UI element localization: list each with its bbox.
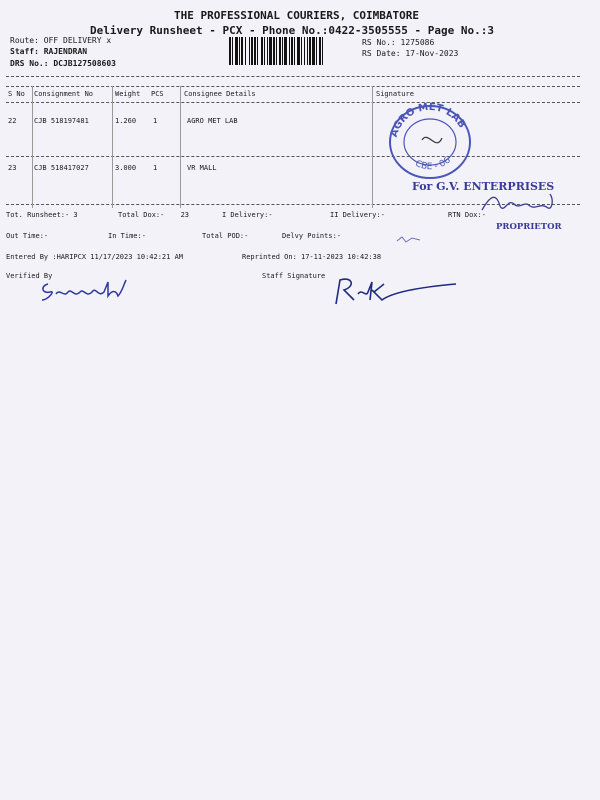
divider <box>6 102 580 103</box>
rtn-dox: RTN Dox:- <box>448 211 486 219</box>
row-weight: 3.000 <box>115 164 137 172</box>
col-header-weight: Weight <box>115 90 141 98</box>
rs-no-value: 1275086 <box>400 38 435 47</box>
rs-no-label: RS No.: <box>362 38 396 47</box>
row-consignee: AGRO MET LAB <box>187 117 238 125</box>
column-rule <box>180 86 181 208</box>
rs-date-line <box>362 49 458 58</box>
out-time: Out Time:- <box>6 232 49 240</box>
row-pcs: 1 <box>153 164 158 172</box>
col-header-sno: S No <box>8 90 25 98</box>
staff-signature <box>330 274 460 308</box>
runsheet-title: Delivery Runsheet - PCX - Phone No.:0422-3505555 - Page No.:3 <box>90 24 494 37</box>
total-pod: Total POD:- <box>202 232 249 240</box>
row-consignment: CJB 518197481 <box>34 117 89 125</box>
rs-no-line <box>362 38 434 47</box>
proprietor-signature-scribble <box>478 188 558 216</box>
route-line <box>10 36 111 45</box>
entered-by: Entered By :HARIPCX 11/17/2023 10:42:21 AM <box>6 253 184 261</box>
col-header-consignment: Consignment No <box>34 90 94 98</box>
staff-signature-scribble <box>330 274 460 308</box>
row-consignment: CJB 518417027 <box>34 164 89 172</box>
col-header-signature: Signature <box>376 90 414 98</box>
company-stamp <box>372 100 488 180</box>
row-sno: 23 <box>8 164 17 172</box>
divider <box>6 86 580 87</box>
verifier-signature-scribble <box>38 276 148 306</box>
in-time: In Time:- <box>108 232 146 240</box>
reprinted-on: Reprinted On: 17-11-2023 10:42:38 <box>242 253 382 261</box>
row-sno: 22 <box>8 117 17 125</box>
stamp-seal <box>372 100 488 180</box>
rs-date-value: 17-Nov-2023 <box>405 49 459 58</box>
barcode <box>228 37 352 65</box>
row-consignee: VR MALL <box>187 164 217 172</box>
i-delivery: I Delivery:- <box>222 211 273 219</box>
ii-delivery: II Delivery:- <box>330 211 385 219</box>
total-dox-value: 23 <box>180 211 190 219</box>
route-value: OFF DELIVERY x <box>43 36 112 45</box>
for-company-text: For G.V. ENTERPRISES <box>412 180 555 193</box>
company-title: THE PROFESSIONAL COURIERS, COIMBATORE <box>174 9 420 22</box>
column-rule <box>32 86 33 208</box>
total-dox <box>118 211 189 219</box>
route-label: Route: <box>10 36 39 45</box>
col-header-pcs: PCS <box>151 90 164 98</box>
col-header-consignee: Consignee Details <box>184 90 256 98</box>
verifier-signature <box>38 276 148 306</box>
staff-value: RAJENDRAN <box>43 47 88 56</box>
total-dox-label: Total Dox:- <box>118 211 165 219</box>
proprietor-signature <box>478 188 558 216</box>
proprietor-title: PROPRIETOR <box>496 222 562 232</box>
drs-line <box>10 59 116 68</box>
staff-signature-label: Staff Signature <box>262 272 326 280</box>
delvy-points: Delvy Points:- <box>282 232 342 240</box>
row-pcs: 1 <box>153 117 158 125</box>
staff-label: Staff: <box>10 47 39 56</box>
drs-value: DCJB127508603 <box>53 59 116 68</box>
rs-date-label: RS Date: <box>362 49 401 58</box>
divider <box>6 76 580 77</box>
ink-mark-scribble <box>396 235 422 244</box>
tot-runsheet: Tot. Runsheet:- 3 <box>6 211 78 219</box>
staff-line <box>10 47 87 56</box>
drs-label: DRS No.: <box>10 59 49 68</box>
barcode-graphic <box>228 37 352 65</box>
column-rule <box>112 86 113 208</box>
stamp-top-text: AGRO MET LAB <box>388 101 468 139</box>
row-weight: 1.260 <box>115 117 137 125</box>
divider <box>6 156 580 157</box>
stamp-bottom-text: CBE - 06 <box>413 155 453 173</box>
ink-mark <box>396 229 422 238</box>
verified-by-label: Verified By <box>6 272 53 280</box>
